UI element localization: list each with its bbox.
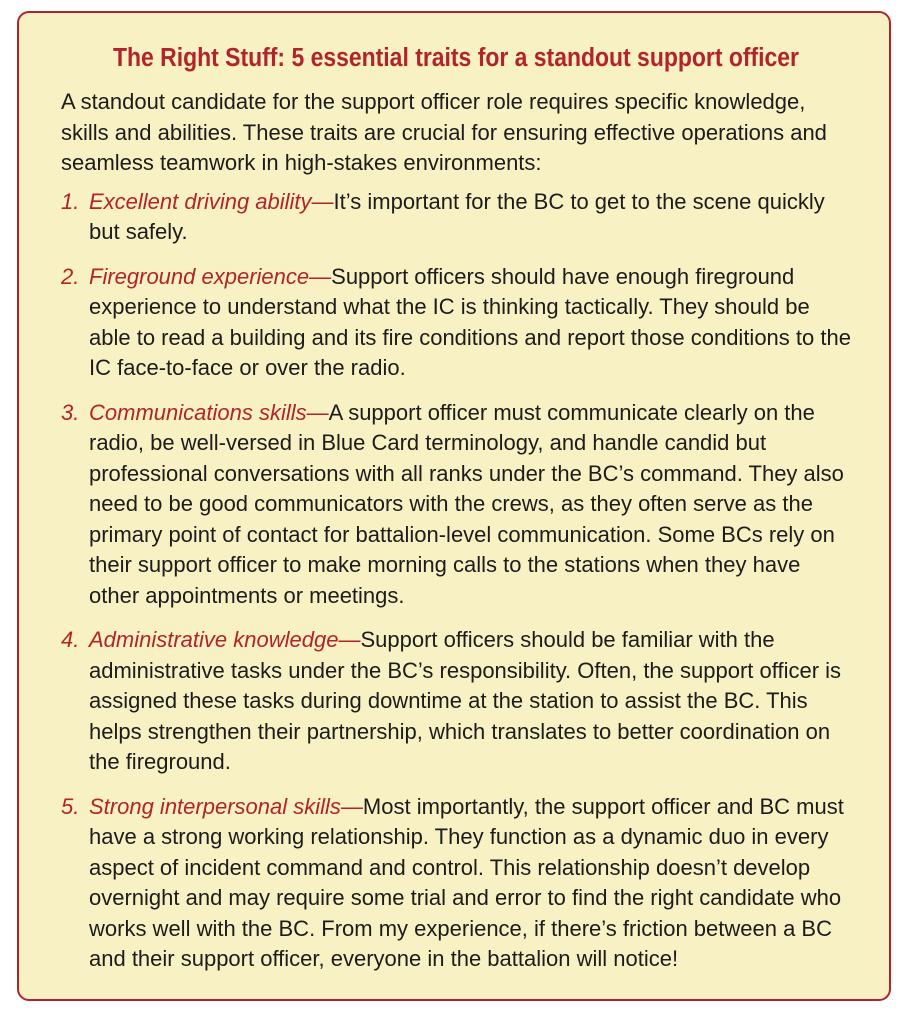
trait-separator: — — [311, 188, 334, 214]
trait-number: 2. — [61, 263, 80, 289]
trait-number: 3. — [61, 399, 80, 425]
trait-text: Support officers should have enough fireground experience to understand what the IC is thinking tactically. They should be able to read a building and its fire conditions and report those conditions to the IC face-to-face or over the radio. — [89, 263, 851, 380]
trait-separator: — — [340, 793, 363, 819]
traits-list — [61, 187, 851, 975]
trait-name: Administrative knowledge — [89, 627, 339, 652]
trait-separator: — — [306, 399, 329, 425]
trait-text: Most importantly, the support officer and BC must have a strong working relationship. They function as a dynamic duo in every aspect of incident command and control. This relationship doesn’t develop overnight and may require some trial and error to find the right candidate who works well with the BC. From my experience, if there’s friction between a BC and their support officer, everyone in the battalion will notice! — [89, 793, 844, 971]
trait-separator: — — [309, 263, 332, 289]
trait-item — [61, 792, 851, 975]
trait-number: 4. — [61, 627, 80, 652]
sidebar-intro: A standout candidate for the support officer role requires specific knowledge, skills and abilities. These traits are crucial for ensuring effective operations and seamless teamwork in high-stakes environments: — [61, 89, 827, 175]
sidebar-box — [17, 11, 891, 1001]
trait-text: A support officer must communicate clearly on the radio, be well-versed in Blue Card terminology, and handle candid but professional conversations with all ranks under the BC’s command. They also need to be good communicators with the crews, as they often serve as the primary point of contact for battalion-level communication. Some BCs rely on their support officer to make morning calls to the stations when they have other appointments or meetings. — [89, 399, 844, 608]
trait-number: 5. — [61, 793, 80, 819]
trait-item — [61, 262, 851, 384]
trait-name: Excellent driving ability — [89, 188, 312, 214]
trait-name: Communications skills — [89, 399, 307, 425]
trait-separator: — — [338, 627, 361, 652]
trait-item — [61, 187, 851, 248]
trait-text: It’s important for the BC to get to the scene quickly but safely. — [89, 188, 825, 244]
trait-name: Strong interpersonal skills — [89, 793, 341, 819]
sidebar-title: The Right Stuff: 5 essential traits for a standout support officer — [112, 44, 799, 72]
trait-number: 1. — [61, 188, 80, 214]
trait-item — [61, 625, 851, 778]
trait-item — [61, 398, 851, 612]
trait-text: Support officers should be familiar with the administrative tasks under the BC’s responsibility. Often, the support officer is assigned these tasks during downtime at the station to assist the BC. This helps strengthen their partnership, which translates to better coordination on the fireground. — [89, 627, 842, 774]
trait-name: Fireground experience — [89, 263, 310, 289]
